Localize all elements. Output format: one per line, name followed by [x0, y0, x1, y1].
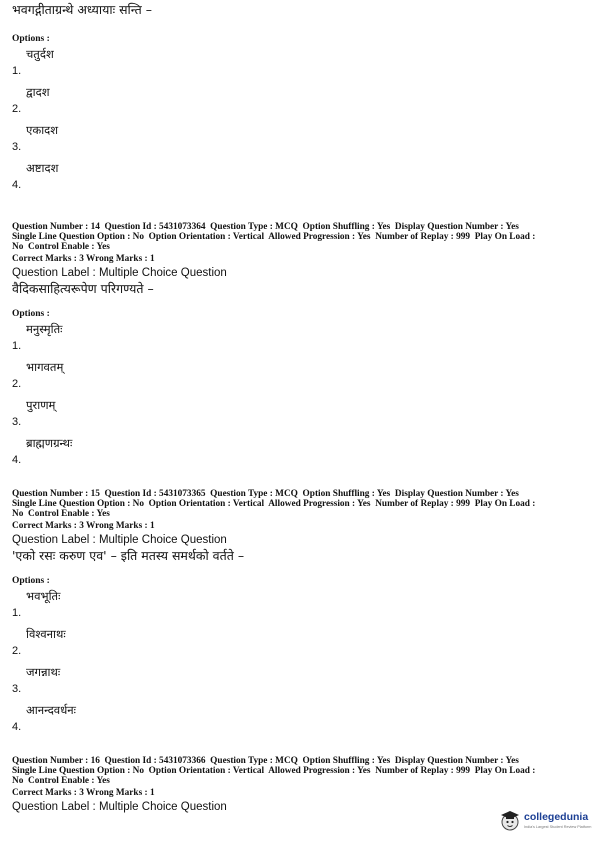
option-text: अष्टादश — [26, 161, 59, 175]
option-text: द्वादश — [26, 85, 50, 99]
option-item[interactable] — [12, 121, 587, 159]
option-item[interactable] — [12, 663, 587, 701]
option-item[interactable] — [12, 625, 587, 663]
option-text: पुराणम् — [26, 398, 56, 412]
option-text: भवभूतिः — [26, 589, 61, 603]
question-16-label: Question Label : Multiple Choice Question — [12, 801, 227, 813]
option-text: विश्वनाथः — [26, 627, 66, 641]
option-item[interactable] — [12, 434, 587, 472]
collegedunia-logo — [498, 806, 590, 836]
question-14-label: Question Label : Multiple Choice Question — [12, 267, 227, 279]
option-item[interactable] — [12, 159, 587, 197]
option-number: 2. — [12, 378, 22, 390]
option-item[interactable] — [12, 358, 587, 396]
question-14-stem: वैदिकसाहित्यरूपेण परिगण्यते – — [12, 281, 154, 296]
question-14-option-list — [12, 320, 587, 472]
question-15-stem: 'एको रसः करुण एव' – इति मतस्य समर्थको वर्तते – — [12, 548, 245, 563]
question-14 — [12, 222, 587, 472]
question-15-marks: Correct Marks : 3 Wrong Marks : 1 — [12, 521, 155, 531]
option-number: 1. — [12, 340, 22, 352]
logo-tagline: India's Largest Student Review Platform — [524, 825, 592, 829]
question-15-options-heading: Options : — [12, 576, 50, 586]
option-text: ब्राह्मणग्रन्थः — [26, 436, 73, 450]
question-15 — [12, 489, 587, 739]
option-number: 4. — [12, 454, 22, 466]
option-item[interactable] — [12, 83, 587, 121]
question-13-option-list — [12, 45, 587, 197]
option-number: 3. — [12, 683, 22, 695]
option-number: 2. — [12, 103, 22, 115]
question-13-options-heading: Options : — [12, 34, 50, 44]
question-14-marks: Correct Marks : 3 Wrong Marks : 1 — [12, 254, 155, 264]
option-text: मनुस्मृतिः — [26, 322, 63, 336]
question-16-marks: Correct Marks : 3 Wrong Marks : 1 — [12, 788, 155, 798]
option-number: 3. — [12, 416, 22, 428]
question-15-label: Question Label : Multiple Choice Question — [12, 534, 227, 546]
question-15-meta: Question Number : 15 Question Id : 5431073365 Question Type : MCQ Option Shuffling : Yes Display Question Number : Yes Single Line Question Option : No Option Orientation : Vertical Allowed Progression : Yes Number of Replay : 999 Play On Load : No Control Enable : Yes — [12, 489, 536, 519]
option-text: जगन्नाथः — [26, 665, 61, 679]
option-text: भागवतम् — [26, 360, 64, 374]
logo-wordmark: collegedunia — [524, 811, 589, 823]
option-text: आनन्दवर्धनः — [26, 703, 76, 717]
option-number: 3. — [12, 141, 22, 153]
option-number: 1. — [12, 607, 22, 619]
question-14-options-heading: Options : — [12, 309, 50, 319]
option-item[interactable] — [12, 587, 587, 625]
exam-page — [12, 0, 587, 842]
option-number: 2. — [12, 645, 22, 657]
option-text: चतुर्दश — [26, 47, 54, 61]
graduate-mascot-icon — [498, 808, 522, 832]
question-15-option-list — [12, 587, 587, 739]
option-item[interactable] — [12, 701, 587, 739]
option-number: 4. — [12, 721, 22, 733]
question-16-meta: Question Number : 16 Question Id : 5431073366 Question Type : MCQ Option Shuffling : Yes Display Question Number : Yes Single Line Question Option : No Option Orientation : Vertical Allowed Progression : Yes Number of Replay : 999 Play On Load : No Control Enable : Yes — [12, 756, 536, 786]
option-number: 1. — [12, 65, 22, 77]
question-13-stem: भवगद्गीताग्रन्थे अध्यायाः सन्ति – — [12, 2, 152, 17]
question-13 — [12, 2, 587, 197]
option-number: 4. — [12, 179, 22, 191]
option-text: एकादश — [26, 123, 59, 137]
option-item[interactable] — [12, 45, 587, 83]
option-item[interactable] — [12, 320, 587, 358]
question-14-meta: Question Number : 14 Question Id : 5431073364 Question Type : MCQ Option Shuffling : Yes Display Question Number : Yes Single Line Question Option : No Option Orientation : Vertical Allowed Progression : Yes Number of Replay : 999 Play On Load : No Control Enable : Yes — [12, 222, 536, 252]
option-item[interactable] — [12, 396, 587, 434]
